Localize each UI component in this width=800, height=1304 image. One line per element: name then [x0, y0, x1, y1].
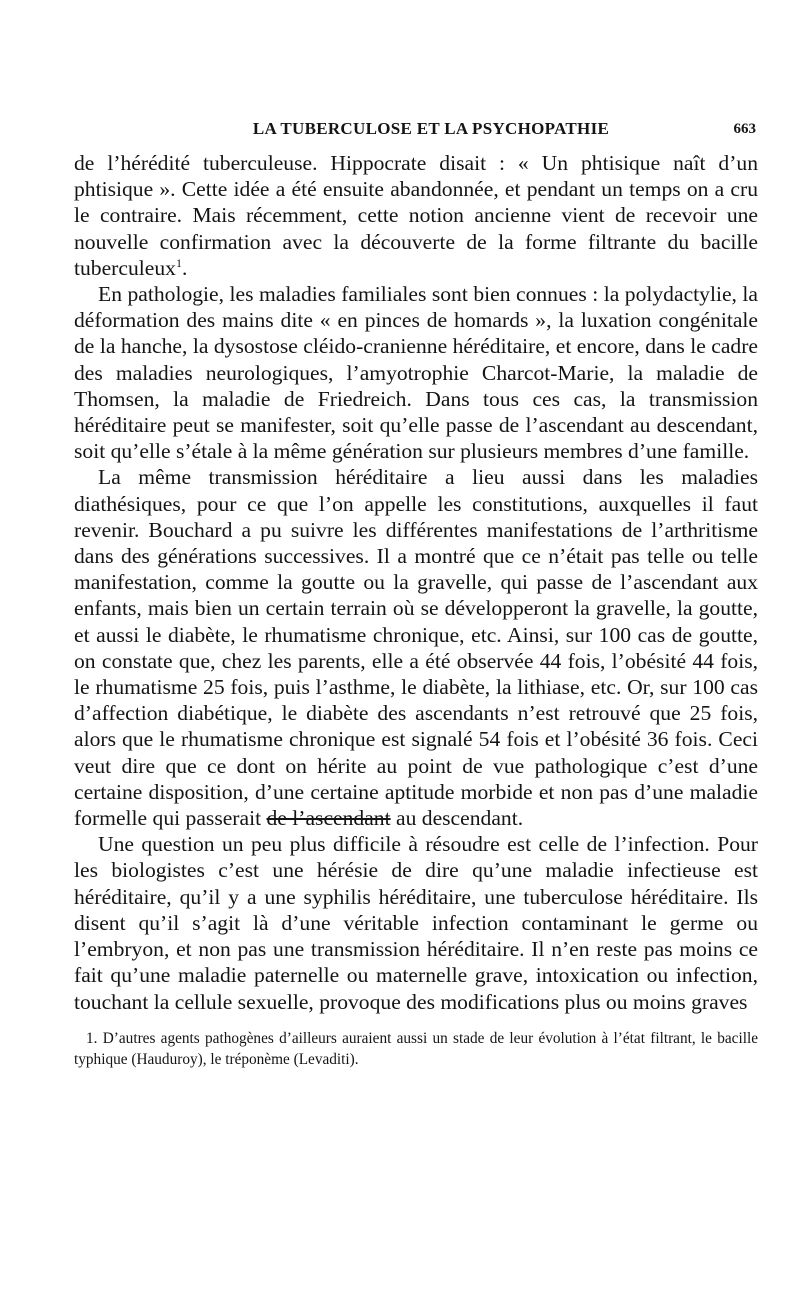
paragraph-1: [74, 150, 758, 281]
book-page: [74, 112, 758, 1070]
paragraph-3-text: La même transmission héréditaire a lieu aussi dans les maladies diathésiques, pour ce que l’on appelle les constitutions, auxquelles il faut revenir. Bouchard a pu suivre les différentes manifestations de l’arthritisme dans des générations successives. Il a montré que ce n’était pas telle ou telle manifestation, comme la goutte ou la gravelle, qui passe de l’ascendant aux enfants, mais bien un certain terrain où se développeront la gravelle, la goutte, et aussi le diabète, le rhumatisme chronique, etc. Ainsi, sur 100 cas de goutte, on constate que, chez les parents, elle a été observée 44 fois, l’obésité 44 fois, le rhumatisme 25 fois, puis l’asthme, le diabète, la lithiase, etc. Or, sur 100 cas d’affection diabétique, le diabète des ascendants n’est retrouvé que 25 fois, alors que le rhumatisme chronique est signalé 54 fois et l’obésité 36 fois. Ceci veut dire que ce dont on hérite au point de vue pathologique c’est d’une certaine disposition, d’une certaine aptitude morbide et non pas d’une maladie formelle qui passerait: [74, 465, 758, 831]
footnote-text: D’autres agents pathogènes d’ailleurs auraient aussi un stade de leur évolution à l’état filtrant, le bacille typhique (Hauduroy), le tréponème (Levaditi).: [74, 1029, 758, 1068]
running-title: LA TUBERCULOSE ET LA PSYCHOPATHIE: [252, 119, 610, 138]
paragraph-3-end: au descendant.: [390, 806, 524, 831]
paragraph-3: [74, 464, 758, 831]
paragraph-4: Une question un peu plus difficile à résoudre est celle de l’infection. Pour les biologistes c’est une hérésie de dire qu’une maladie infectieuse est héréditaire, qu’il y a une syphilis héréditaire, une tuberculose héréditaire. Ils disent qu’il s’agit là d’une véritable infection contaminant le germe ou l’embryon, et non pas une transmission héréditaire. Il n’en reste pas moins ce fait qu’une maladie paternelle ou maternelle grave, intoxication ou infection, touchant la cellule sexuelle, provoque des modifications plus ou moins graves: [74, 832, 758, 1014]
footnote-number: 1.: [86, 1029, 98, 1047]
footnote-1: [74, 1028, 758, 1070]
struck-phrase: de l’ascendant: [266, 806, 391, 831]
paragraph-1-text: de l’hérédité tuberculeuse. Hippocrate disait : « Un phtisique naît d’un phtisique ». Cette idée a été ensuite abandonnée, et pendant un temps on a cru le contraire. Mais récemment, cette notion ancienne vient de recevoir une nouvelle confirmation avec la découverte de la forme filtrante du bacille tuberculeux: [74, 151, 758, 280]
footnotes: [74, 1028, 758, 1070]
paragraph-2: En pathologie, les maladies familiales sont bien connues : la polydactylie, la déformation des mains dite « en pinces de homards », la luxation congénitale de la hanche, la dysostose cléido-cranienne héréditaire, et encore, dans le cadre des maladies neurologiques, l’amyotrophie Charcot-Marie, la maladie de Thomsen, la maladie de Friedreich. Dans tous ces cas, la transmission héréditaire peut se manifester, soit qu’elle passe de l’ascendant au descendant, soit qu’elle s’étale à la même génération sur plusieurs membres d’une famille.: [74, 282, 758, 464]
paragraph-1-end: .: [181, 255, 188, 280]
running-head: [74, 112, 758, 146]
page-number: 663: [733, 121, 756, 137]
footnote-reference: 1: [175, 255, 182, 270]
body-text: [74, 150, 758, 1015]
